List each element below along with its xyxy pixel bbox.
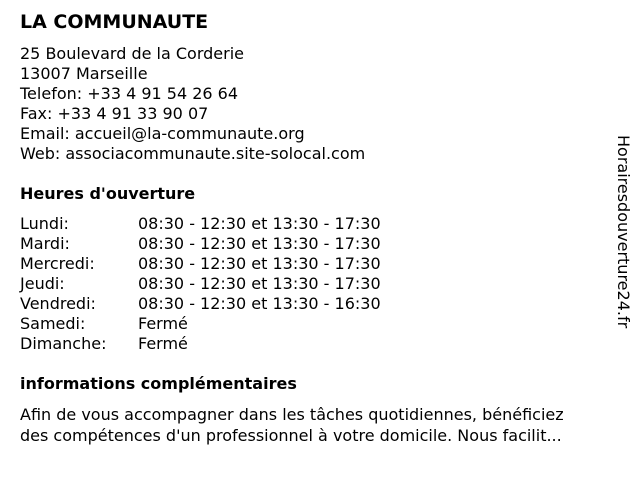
hours-row-tuesday (20, 234, 381, 254)
hours-table (20, 214, 381, 354)
day-hours: 08:30 - 12:30 et 13:30 - 16:30 (138, 294, 381, 313)
site-watermark: Horairesdouverture24.fr (614, 135, 633, 329)
day-label: Jeudi: (20, 274, 65, 293)
hours-row-monday (20, 214, 381, 234)
hours-row-sunday (20, 334, 381, 354)
info-line: Afin de vous accompagner dans les tâches quotidiennes, bénéficiez (20, 405, 564, 424)
hours-row-friday (20, 294, 381, 314)
day-hours: 08:30 - 12:30 et 13:30 - 17:30 (138, 274, 381, 293)
day-label: Mardi: (20, 234, 70, 253)
address-city: 13007 Marseille (20, 64, 148, 83)
fax-number: Fax: +33 4 91 33 90 07 (20, 104, 209, 123)
business-name: LA COMMUNAUTE (20, 11, 209, 33)
day-label: Mercredi: (20, 254, 95, 273)
hours-row-wednesday (20, 254, 381, 274)
info-heading: informations complémentaires (20, 374, 297, 393)
day-label: Samedi: (20, 314, 86, 333)
hours-row-saturday (20, 314, 381, 334)
hours-heading: Heures d'ouverture (20, 184, 196, 203)
day-label: Vendredi: (20, 294, 96, 313)
day-hours: 08:30 - 12:30 et 13:30 - 17:30 (138, 214, 381, 233)
day-hours: Fermé (138, 314, 188, 333)
hours-row-thursday (20, 274, 381, 294)
day-hours: 08:30 - 12:30 et 13:30 - 17:30 (138, 234, 381, 253)
email-address: Email: accueil@la-communaute.org (20, 124, 305, 143)
contact-block (20, 44, 365, 164)
day-label: Lundi: (20, 214, 69, 233)
day-hours: 08:30 - 12:30 et 13:30 - 17:30 (138, 254, 381, 273)
info-line: des compétences d'un professionnel à votre domicile. Nous facilit... (20, 426, 562, 445)
phone-number: Telefon: +33 4 91 54 26 64 (20, 84, 239, 103)
address-street: 25 Boulevard de la Corderie (20, 44, 244, 63)
website: Web: associacommunaute.site-solocal.com (20, 144, 366, 163)
info-description (20, 404, 620, 446)
day-hours: Fermé (138, 334, 188, 353)
day-label: Dimanche: (20, 334, 107, 353)
